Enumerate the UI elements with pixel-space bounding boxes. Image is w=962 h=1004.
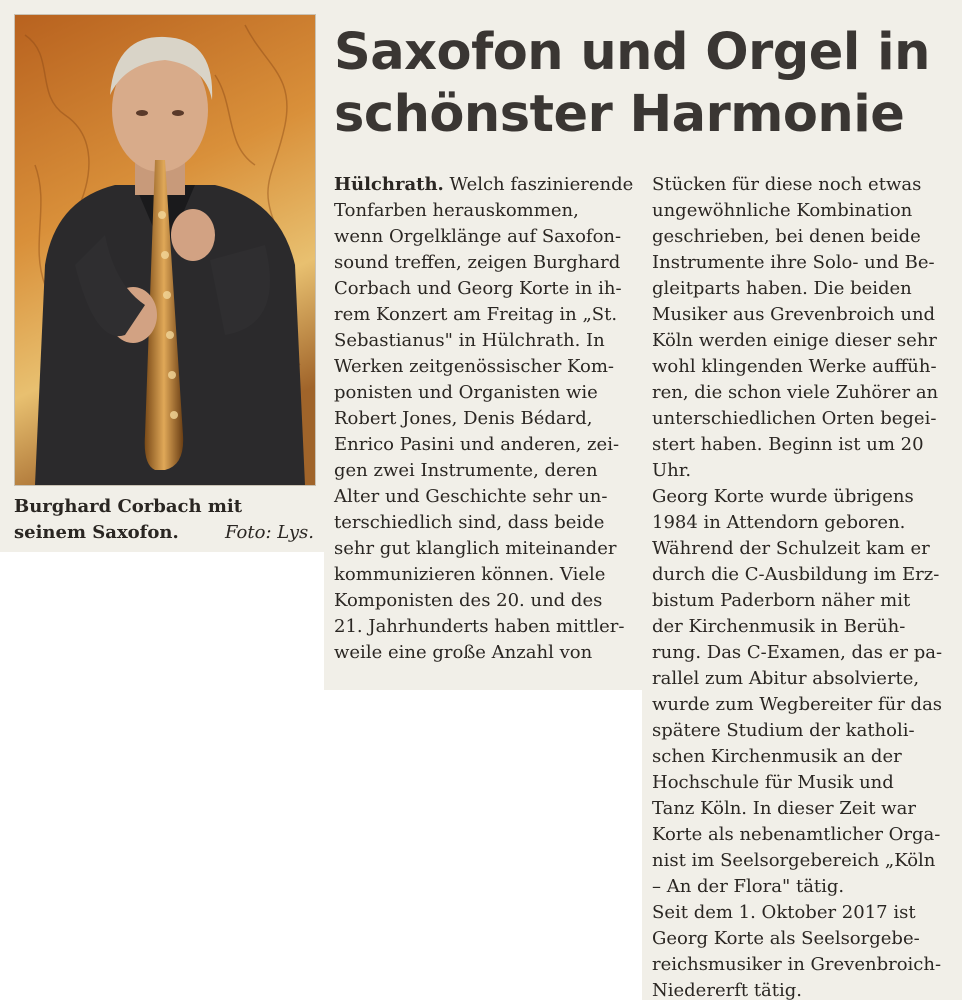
article-text-line-content: terschiedlich sind, dass beide [334,512,605,533]
article-text-line-content: Während der Schulzeit kam er [652,538,930,559]
article-text-line [334,406,634,432]
article-dateline: Hülchrath. [334,174,444,195]
article-text-line [334,510,634,536]
article-text-line-content: Sebastianus" in Hülchrath. In [334,330,605,351]
article-text-line [334,302,634,328]
article-text-line [652,614,952,640]
article-text-line-content: geschrieben, bei denen beide [652,226,921,247]
article-text-line-content: Werken zeitgenössischer Kom- [334,356,614,377]
article-text-line [652,666,952,692]
article-photo [14,14,316,486]
article-text-line [334,458,634,484]
article-text-line-content: spätere Studium der katholi- [652,720,915,741]
article-text-line [334,380,634,406]
article-text-line-content: Stücken für diese noch etwas [652,174,922,195]
article-text-line [334,172,634,198]
article-text-line [334,536,634,562]
article-text-line [334,354,634,380]
article-text-line [652,640,952,666]
article-text-line-content: Georg Korte als Seelsorgebe- [652,928,920,949]
article-text-line-content: Georg Korte wurde übrigens [652,486,914,507]
article-text-line-content: sound treffen, zeigen Burghard [334,252,621,273]
article-text-line [652,900,952,926]
article-text-line-content: ren, die schon viele Zuhörer an [652,382,939,403]
article-text-line [334,198,634,224]
article-text-line-content: 1984 in Attendorn geboren. [652,512,906,533]
headline-line: schönster Harmonie [334,85,905,144]
article-text-line [652,458,952,484]
article-text-line [652,198,952,224]
article-text-line-content: Seit dem 1. Oktober 2017 ist [652,902,916,923]
article-text-line-content: gleitparts haben. Die beiden [652,278,912,299]
article-text-line [652,406,952,432]
article-text-line-content: Köln werden einige dieser sehr [652,330,937,351]
article-column-2 [652,172,952,1004]
article-text-line-content: 21. Jahrhunderts haben mittler- [334,616,625,637]
article-text-line-content: Robert Jones, Denis Bédard, [334,408,593,429]
article-text-line [652,328,952,354]
article-text-line [652,172,952,198]
article-text-line-content: weile eine große Anzahl von [334,642,593,663]
article-text-line-content: unterschiedlichen Orten begei- [652,408,937,429]
saxophonist-illustration [15,15,315,485]
article-text-line-content: stert haben. Beginn ist um 20 [652,434,924,455]
article-text-line-content: rallel zum Abitur absolvierte, [652,668,920,689]
article-text-line [652,588,952,614]
article-text-line [652,770,952,796]
article-text-line-content: rem Konzert am Freitag in „St. [334,304,618,325]
headline-line: Saxofon und Orgel in [334,23,930,82]
article-text-line-content: durch die C-Ausbildung im Erz- [652,564,940,585]
photo-caption-text: Burghard Corbach mit seinem Saxofon. [14,496,243,543]
article-text-line [652,562,952,588]
photo-credit: Foto: Lys. [225,522,314,543]
article-text-line [652,926,952,952]
article-column-1 [334,172,634,666]
article-text-line [652,822,952,848]
article-text-line-content: Musiker aus Grevenbroich und [652,304,936,325]
article-text-line [652,978,952,1004]
article-text-line [652,536,952,562]
article-text-line [652,380,952,406]
article-text-line [334,588,634,614]
article-text-line-content: Uhr. [652,460,692,481]
article-text-line-content: ponisten und Organisten wie [334,382,598,403]
article-text-line-content: wurde zum Wegbereiter für das [652,694,943,715]
article-text-line-content: Tonfarben herauskommen, [334,200,579,221]
article-text-line-content: wenn Orgelklänge auf Saxofon- [334,226,622,247]
article-text-line [652,224,952,250]
article-text-line-content: reichsmusiker in Grevenbroich- [652,954,942,975]
article-text-line-content: Hochschule für Musik und [652,772,894,793]
article-text-line-content: Alter und Geschichte sehr un- [334,486,608,507]
article-text-line-content: nist im Seelsorgebereich „Köln [652,850,936,871]
article-text-line [652,848,952,874]
article-text-line [334,224,634,250]
article-text-line-content: Niedererft tätig. [652,980,803,1001]
article-text-line [652,874,952,900]
article-text-line-content: der Kirchenmusik in Berüh- [652,616,906,637]
article-text-line-content: Komponisten des 20. und des [334,590,603,611]
article-text-line [652,484,952,510]
article-text-line-content: Tanz Köln. In dieser Zeit war [652,798,916,819]
article-text-line [334,328,634,354]
article-text-line-content: Korte als nebenamtlicher Orga- [652,824,941,845]
article-text-line [652,692,952,718]
photo-caption [14,494,314,546]
article-headline [334,22,954,146]
article-text-line [334,614,634,640]
article-text-line [334,250,634,276]
article-text-line-content: bistum Paderborn näher mit [652,590,911,611]
article-text-line [334,640,634,666]
article-text-line-content: wohl klingenden Werke auffüh- [652,356,937,377]
article-text-line-content: – An der Flora" tätig. [652,876,845,897]
article-text-line [652,354,952,380]
article-text-line-content: Enrico Pasini und anderen, zei- [334,434,620,455]
article-text-line [652,744,952,770]
article-text-line-content: rung. Das C-Examen, das er pa- [652,642,943,663]
article-text-line-content: schen Kirchenmusik an der [652,746,902,767]
article-text-line [652,250,952,276]
article-text-line [652,302,952,328]
article-text-line [334,562,634,588]
article-text-line [652,796,952,822]
article-text-line [334,484,634,510]
article-text-line [334,432,634,458]
article-text-line-content: Corbach und Georg Korte in ih- [334,278,622,299]
article-text-line [652,432,952,458]
article-text-line-content: gen zwei Instrumente, deren [334,460,598,481]
article-text-line-content: Instrumente ihre Solo- und Be- [652,252,935,273]
article-text-line [334,276,634,302]
article-text-line-content: kommunizieren können. Viele [334,564,606,585]
article-text-line [652,276,952,302]
article-text-line [652,718,952,744]
article-text-line-content: sehr gut klanglich miteinander [334,538,617,559]
article-text-line-content: Welch faszinierende [449,174,634,195]
article-text-line [652,952,952,978]
article-text-line-content: ungewöhnliche Kombination [652,200,913,221]
article-text-line [652,510,952,536]
